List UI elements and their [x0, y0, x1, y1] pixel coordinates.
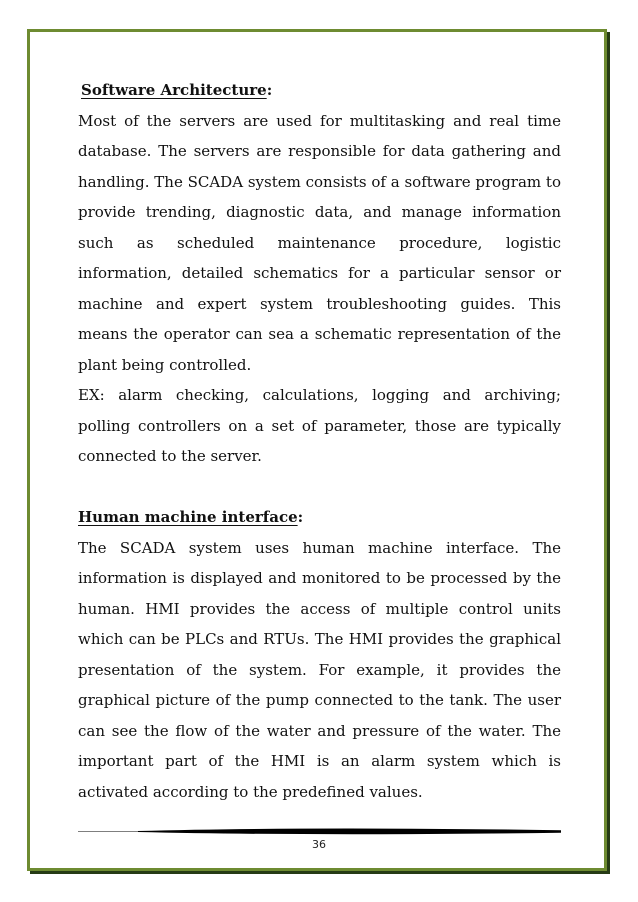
section-heading-text: Human machine interface	[78, 508, 298, 526]
paragraph-human-machine-interface: The SCADA system uses human machine interface. The information is displayed and monitored to be processed by the human. HMI provides the access of multiple control units which can be PLCs and RTUs. The HMI provides the graphical presentation of the system. For example, it provides the graphical picture of the pump connected to the tank. The user can see the flow of the water and pressure of the water. The important part of the HMI is an alarm system which is activated according to the predefined values.	[78, 538, 561, 801]
footer-divider	[78, 823, 561, 837]
footer-divider-graphic	[78, 823, 561, 837]
page-content	[78, 75, 561, 807]
section-heading-text: Software Architecture	[81, 81, 267, 99]
section-heading-human-machine-interface	[78, 502, 561, 533]
paragraph-software-architecture: Most of the servers are used for multitasking and real time database. The servers are responsible for data gathering and handling. The SCADA system consists of a software program to provide trending, diagnostic data, and manage information such as scheduled maintenance procedure, logistic information, detailed schematics for a particular sensor or machine and expert system troubleshooting guides. This means the operator can sea a schematic representation of the plant being controlled.	[78, 111, 561, 374]
section-heading-colon: :	[266, 81, 273, 99]
section-gap	[78, 472, 561, 503]
section-heading-software-architecture	[78, 75, 561, 106]
section-heading-colon: :	[297, 508, 304, 526]
page-number: 36	[312, 838, 326, 851]
paragraph-example: EX: alarm checking, calculations, logging and archiving; polling controllers on a set of parameter, those are typically connected to the server.	[78, 386, 561, 465]
